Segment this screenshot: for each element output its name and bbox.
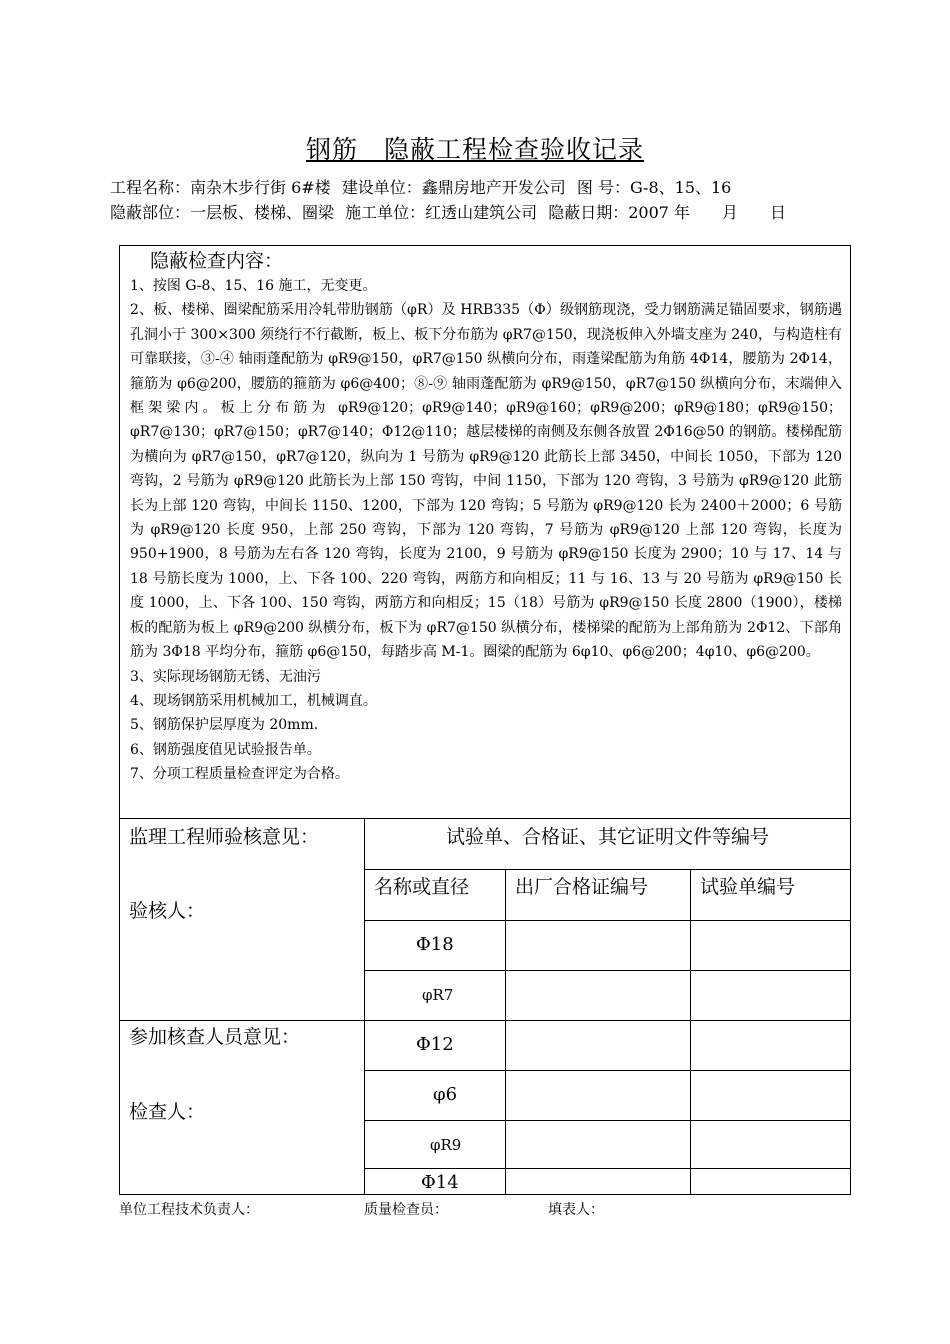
participants-opinion-label: 参加核查人员意见： (129, 1026, 301, 1048)
content-item-1: 1、按图 G-8、15、16 施工，无变更。 (130, 278, 377, 294)
page-title: 钢筋 隐蔽工程检查验收记录 (305, 135, 644, 164)
content-item-7: 7、分项工程质量检查评定为合格。 (130, 766, 349, 783)
content-heading: 隐蔽检查内容： (150, 250, 284, 272)
row-diameter-5: φR9 (430, 1136, 462, 1154)
row-diameter-2: φR7 (422, 986, 454, 1004)
footer-inspector: 质量检查员： (364, 1202, 448, 1218)
content-item-6: 6、钢筋强度值见试验报告单。 (130, 741, 321, 758)
divider-vertical-left (364, 818, 365, 1195)
supervisor-opinion-label: 监理工程师验核意见： (129, 826, 320, 848)
row-diameter-1: Φ18 (416, 934, 454, 955)
divider-row-2 (119, 1020, 851, 1021)
divider-vertical-mid (505, 869, 506, 1195)
col-header-test-report: 试验单编号 (700, 876, 796, 898)
content-item-5: 5、钢筋保护层厚度为 20mm. (130, 717, 319, 734)
divider-row-5 (364, 1168, 851, 1169)
row-diameter-4: φ6 (433, 1084, 458, 1105)
drawing-number: 图 号：G-8、15、16 (576, 178, 732, 197)
col-header-name: 名称或直径 (374, 876, 470, 898)
divider-content (119, 818, 851, 819)
content-item-4: 4、现场钢筋采用机械加工，机械调直。 (130, 692, 377, 709)
concealed-part: 隐蔽部位：一层板、楼梯、圈梁 (110, 203, 335, 222)
row-diameter-6: Φ14 (421, 1172, 459, 1193)
client-unit: 建设单位：鑫鼎房地产开发公司 (341, 178, 566, 197)
header-line-2 (110, 200, 792, 223)
footer-tech-lead: 单位工程技术负责人： (119, 1202, 259, 1218)
content-item-3: 3、实际现场钢筋无锈、无油污 (130, 668, 321, 685)
divider-row-4 (364, 1120, 851, 1121)
content-item-2: 2、板、楼梯、圈梁配筋采用冷轧带肋钢筋（φR）及 HRB335（Φ）级钢筋现浇，受力钢筋满足锚固要求，钢筋遇孔洞小于 300×300 须绕行不行截断，板上、板下分布筋为 φR7@150，现浇板伸入外墙支座为 240，与构造柱有可靠联接，③-④ 轴雨蓬配筋为 φR9@150，φR7@150 纵横向分布，雨蓬梁配筋为角筋 4Φ14，腰筋为 2Φ14，箍筋为 φ6@200，腰筋的箍筋为 φ6@400；⑧-⑨ 轴雨蓬配筋为 φR9@150，φR7@150 纵横向分布，末端伸入框架梁内。板上分布筋为 φR9@120；φR9@140；φR9@160；φR9@200；φR9@180；φR9@150；φR7@130；φR7@150；φR7@140；Φ12@110；越层楼梯的南侧及东侧各放置 2Φ16@50 的钢筋。楼梯配筋为横向为 φR7@150，φR7@120，纵向为 1 号筋为 φR9@120 此筋长上部 3450，中间长 1050，下部为 120 弯钩，2 号筋为 φR9@120 此筋长为上部 150 弯钩，中间 1150，下部为 120 弯钩，3 号筋为 φR9@120 此筋长为上部 120 弯钩，中间长 1150、1200，下部为 120 弯钩；5 号筋为 φR9@120 长为 2400＋2000；6 号筋为 φR9@120 长度 950，上部 250 弯钩，下部为 120 弯钩，7 号筋为 φR9@120 上部 120 弯钩，长度为 950+1900，8 号筋为左右各 120 弯钩，长度为 2100，9 号筋为 φR9@150 长度为 2900；10 与 17、14 与 18 号筋长度为 1000，上、下各 100、220 弯钩，两筋方和向相反；11 与 16、13 与 20 号筋为 φR9@150 长度 1000，上、下各 100、150 弯钩，两筋方和向相反；15（18）号筋为 φR9@150 长度 2800（1900），楼梯板的配筋为板上 φR9@200 纵横分布，板下为 φR7@150 纵横分布，楼梯梁的配筋为上部角筋为 2Φ12、下部角筋为 3Φ18 平均分布，箍筋 φ6@150，每踏步高 M-1。圈梁的配筋为 6φ10、φ6@200；4φ10、φ6@200。 (130, 302, 842, 661)
row-diameter-3: Φ12 (416, 1034, 454, 1055)
docs-title: 试验单、合格证、其它证明文件等编号 (445, 826, 769, 848)
supervisor-signer-label: 验核人： (129, 900, 206, 922)
header-line-1 (110, 175, 737, 198)
construction-unit: 施工单位：红透山建筑公司 (345, 203, 538, 222)
divider-row-1 (364, 970, 851, 971)
col-header-certificate: 出厂合格证编号 (515, 876, 649, 898)
participants-signer-label: 检查人： (129, 1101, 206, 1123)
footer-filler: 填表人： (548, 1202, 604, 1218)
divider-row-3 (364, 1070, 851, 1071)
project-name: 工程名称：南杂木步行街 6#楼 (110, 178, 331, 197)
divider-docs-title (364, 869, 851, 870)
inspection-content (130, 248, 842, 787)
divider-col-header (364, 920, 851, 921)
concealed-date: 隐蔽日期：2007 年 月 日 (548, 203, 787, 222)
divider-vertical-right (690, 869, 691, 1195)
